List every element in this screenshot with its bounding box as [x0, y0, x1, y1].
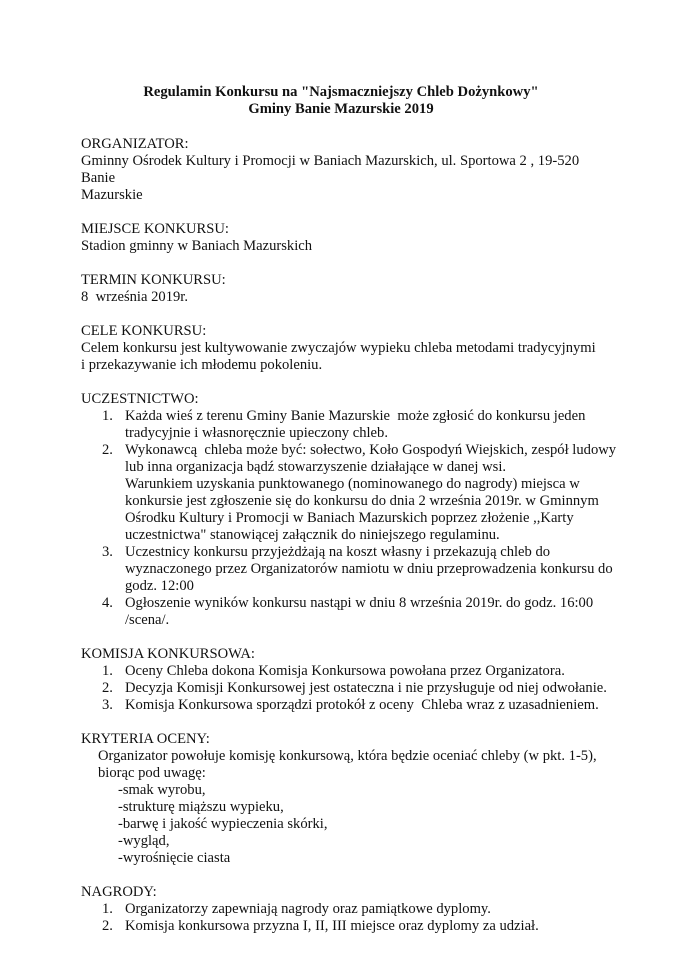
list-item	[81, 918, 601, 935]
numbered-list	[81, 408, 617, 629]
list-number: 2.	[102, 918, 113, 934]
list-item-line: Decyzja Komisji Konkursowej jest ostateczna i nie przysługuje od niej odwołanie.	[125, 680, 607, 696]
section-miejsce	[81, 221, 601, 255]
list-number: 3.	[102, 697, 113, 713]
criterion: -strukturę miąższu wypieku,	[118, 799, 284, 815]
criteria-list	[81, 782, 601, 867]
section-heading: MIEJSCE KONKURSU:	[81, 221, 229, 237]
document-title	[81, 84, 601, 118]
document-page	[81, 84, 617, 935]
list-item	[81, 901, 601, 918]
section-komisja	[81, 646, 607, 714]
criterion: -wyrośnięcie ciasta	[118, 850, 231, 866]
section-cele	[81, 323, 601, 374]
list-item-line: Komisja Konkursowa sporządzi protokół z oceny Chleba wraz z uzasadnieniem.	[125, 697, 599, 713]
section-kryteria	[81, 731, 601, 867]
section-text: Organizator powołuje komisję konkursową, która będzie oceniać chleby (w pkt. 1-5),	[98, 748, 597, 764]
criterion: -wygląd,	[118, 833, 170, 849]
list-item-line: Oceny Chleba dokona Komisja Konkursowa powołana przez Organizatora.	[125, 663, 565, 679]
list-item-line: uczestnictwa" stanowiącej załącznik do niniejszego regulaminu.	[125, 527, 500, 543]
list-item-line: Wykonawcą chleba może być: sołectwo, Koło Gospodyń Wiejskich, zespół ludowy	[125, 442, 617, 458]
list-number: 2.	[102, 442, 113, 458]
list-item-line: /scena/.	[125, 612, 170, 628]
list-item-line: Warunkiem uzyskania punktowanego (nominowanego do nagrody) miejsca w	[125, 476, 580, 492]
criterion: -barwę i jakość wypieczenia skórki,	[118, 816, 328, 832]
list-number: 4.	[102, 595, 113, 611]
title-line-2: Gminy Banie Mazurskie 2019	[248, 101, 434, 117]
section-text: i przekazywanie ich młodemu pokoleniu.	[81, 357, 323, 373]
list-item-line: Uczestnicy konkursu przyjeżdżają na koszt własny i przekazują chleb do	[125, 544, 551, 560]
list-item-line: Ogłoszenie wyników konkursu nastąpi w dniu 8 września 2019r. do godz. 16:00	[125, 595, 594, 611]
section-termin	[81, 272, 601, 306]
section-heading: UCZESTNICTWO:	[81, 391, 199, 407]
list-number: 1.	[102, 901, 113, 917]
list-item	[81, 680, 607, 697]
list-item-line: godz. 12:00	[125, 578, 194, 594]
list-item	[81, 408, 601, 442]
section-heading: CELE KONKURSU:	[81, 323, 207, 339]
title-line-1: Regulamin Konkursu na "Najsmaczniejszy Chleb Dożynkowy"	[143, 84, 539, 100]
list-item-line: tradycyjnie i własnoręcznie upieczony chleb.	[125, 425, 388, 441]
section-organizator	[81, 136, 601, 204]
list-item	[81, 697, 601, 714]
section-uczestnictwo	[81, 391, 617, 629]
list-item	[81, 442, 617, 544]
section-heading: KRYTERIA OCENY:	[81, 731, 210, 747]
section-text: Celem konkursu jest kultywowanie zwyczajów wypieku chleba metodami tradycyjnymi	[81, 340, 596, 356]
numbered-list	[81, 901, 601, 935]
list-item	[81, 544, 613, 595]
list-number: 3.	[102, 544, 113, 560]
section-heading: ORGANIZATOR:	[81, 136, 189, 152]
list-item-line: Każda wieś z terenu Gminy Banie Mazurskie może zgłosić do konkursu jeden	[125, 408, 586, 424]
list-item-line: konkursie jest zgłoszenie się do konkursu do dnia 2 września 2019r. w Gminnym	[125, 493, 599, 509]
list-number: 1.	[102, 408, 113, 424]
list-item-line: Ośrodku Kultury i Promocji w Baniach Mazurskich poprzez złożenie ,,Karty	[125, 510, 574, 526]
list-item-line: lub inna organizacja bądź stowarzyszenie działające w danej wsi.	[125, 459, 507, 475]
section-heading: NAGRODY:	[81, 884, 157, 900]
section-text: biorąc pod uwagę:	[98, 765, 206, 781]
section-text: Stadion gminny w Baniach Mazurskich	[81, 238, 313, 254]
list-item-line: Organizatorzy zapewniają nagrody oraz pamiątkowe dyplomy.	[125, 901, 491, 917]
criterion: -smak wyrobu,	[118, 782, 206, 798]
section-text: Gminny Ośrodek Kultury i Promocji w Baniach Mazurskich, ul. Sportowa 2 , 19-520 Banie	[81, 153, 580, 186]
list-item	[81, 663, 601, 680]
list-item	[81, 595, 601, 629]
section-text: 8 września 2019r.	[81, 289, 188, 305]
section-heading: TERMIN KONKURSU:	[81, 272, 226, 288]
list-item-line: wyznaczonego przez Organizatorów namiotu w dniu przeprowadzenia konkursu do	[125, 561, 613, 577]
section-heading: KOMISJA KONKURSOWA:	[81, 646, 255, 662]
list-number: 2.	[102, 680, 113, 696]
section-nagrody	[81, 884, 601, 935]
list-item-line: Komisja konkursowa przyzna I, II, III miejsce oraz dyplomy za udział.	[125, 918, 539, 934]
section-text: Mazurskie	[81, 187, 143, 203]
list-number: 1.	[102, 663, 113, 679]
numbered-list	[81, 663, 607, 714]
